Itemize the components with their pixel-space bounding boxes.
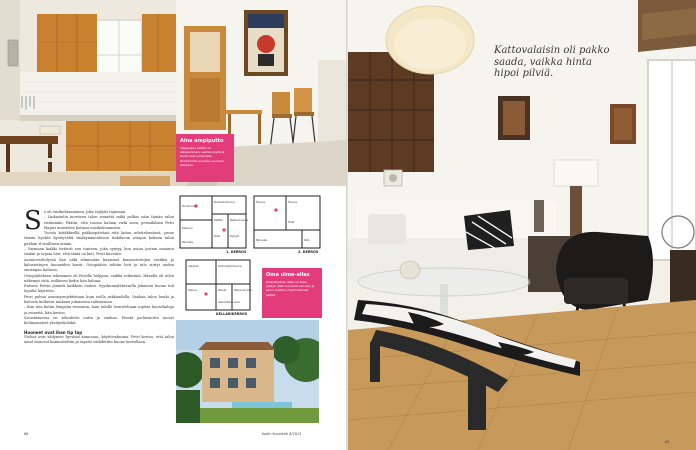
paragraph: – Varmaan kaikki tietävät sen tunteen, joka syntyy, kun astuu jostain omainta sisään ja tajuaa heti, että tämä on koti, Petri kuvailee. xyxy=(24,247,174,257)
room-label: Huone xyxy=(288,200,298,204)
paragraph: Asuntoesittelyssä hän näki silmissään kirjaimet kunnostettujen siistiksi ja kalustettujen huoneiden kuvat. Ostopäätös tehtiin heti ja talo siirtyi uuden omistajan haltuun. xyxy=(24,257,174,273)
plan-label-basement: KELLARIKERROS xyxy=(216,312,248,316)
room-label: Kph xyxy=(304,238,310,242)
room-label: Parveke xyxy=(182,240,194,244)
paragraph: e oli ensikohtaaminen, joka rajäytti tajunnan. xyxy=(43,210,127,214)
room-label: Eteinen xyxy=(182,226,193,230)
plan-label-first: 1. KERROS xyxy=(226,250,247,254)
room-label: Sauna xyxy=(188,288,197,292)
room-label: Kodinhoitohuone xyxy=(218,264,242,268)
room-label: Parveke xyxy=(256,238,268,242)
paragraph: – Kun tein kotiin lempeän remontin, hain talolle luonteeltaan sopivia huonekaluja ja esineitä, hän kertoo. xyxy=(24,305,174,315)
room-label: Kylpyh. xyxy=(230,234,241,238)
kitchen-photo xyxy=(0,0,176,186)
magazine-footer: Kodin Kuvalehti 8/2013 xyxy=(262,432,302,436)
room-label: Ruokailuhuone xyxy=(214,200,235,204)
house-exterior-photo xyxy=(176,320,319,423)
page-number-left: 68 xyxy=(24,432,29,436)
paragraph: Petri puhuu asuntoprojektistaan kuin isolla rakkaudella. Vanhan talon henki ja historia kulkevat mukana jokaisessa ratkaisussa. xyxy=(24,294,174,305)
callout-kitchen xyxy=(176,134,234,182)
paragraph: Entisen Petrin jännitti kaikkein eniten. Syyskuunyläkerralla jokainen huone tuli lopulta käyttöön. xyxy=(24,284,174,294)
room-label: Halli xyxy=(288,220,295,224)
paragraph: – Liukastelin inertisen talon rinnettä mikä pelkäs näin tämän talon ristiinnäin. Päätin, että tuossa haluan vielä asua, permihilaen Petri Majuri muistelee kotinsa ensikohtaamista. xyxy=(43,215,174,230)
right-page xyxy=(348,0,696,450)
subhead: Huoneet ovat ihan tip top xyxy=(24,329,83,335)
room-label: Olohuone xyxy=(182,204,196,208)
room-label: Huone xyxy=(256,200,266,204)
page-number-right: 69 xyxy=(665,440,670,444)
paragraph: Tuosta kiitäkkeellä pakkoopäivänä että laitaa selettelemässä, jonne tämän hyöhtä hyöityvältä viisikymmenluvun tinkiluvun ostajan kolmen talon päähän tl-sisällisen aitään. xyxy=(24,231,174,246)
callout-text: Tippasisen keittiö on alkuperäinen, vaikka pöytä ja tuolit ovat uudempia. Ruokailutila avautuu suoraan eteiseen. xyxy=(180,146,225,167)
room-label: Tekninen tila xyxy=(234,288,252,292)
article-body xyxy=(24,206,174,345)
plan-label-second: 2. KERROS xyxy=(298,250,319,254)
left-page xyxy=(0,0,346,450)
callout-text: Kivipohjainen allas on talon ylpeys. Petri kunnosti sen itse ja sinne mahtuu myös kelluvat patjat. xyxy=(266,280,315,297)
room-label: Askarteluhuone xyxy=(218,300,240,304)
callout-pool xyxy=(262,268,322,318)
paragraph: Vielsot ovat säilyneet hyvässä kunnossa, käyttövalmiina. Petri kertoo, että talon omat sisäovat kunnostettiin ja tapetit vaihdettiin huone kerrallaan. xyxy=(24,334,174,345)
photo-caption: Kattovalaisin oli pakko saada, vaikka hinta hipoi pilviä. xyxy=(494,45,610,79)
paragraph: Ostopäätöksen tekeminen oli Petrille helppoa, vaikka rotkuintä. Hänellä oli selvä näkemys siitä, millaisen kodin hän haluaa. xyxy=(24,273,174,283)
room-label: Pesuh. xyxy=(218,288,228,292)
callout-title: Aina ampiputto xyxy=(180,138,224,144)
room-label: Makuuhuone xyxy=(230,218,248,222)
room-label: Halli xyxy=(214,234,221,238)
room-label: Keittiö xyxy=(214,218,223,222)
room-label: Varasto xyxy=(188,264,199,268)
dropcap: S xyxy=(24,206,42,236)
paragraph: Sisustuksessa on sekoitettu uutta ja vanhaa. Pientä jouluisuutta tuovat kodinomaiset yksityiskohdat. xyxy=(24,315,174,326)
callout-title: Oma uima-allas xyxy=(266,272,310,278)
